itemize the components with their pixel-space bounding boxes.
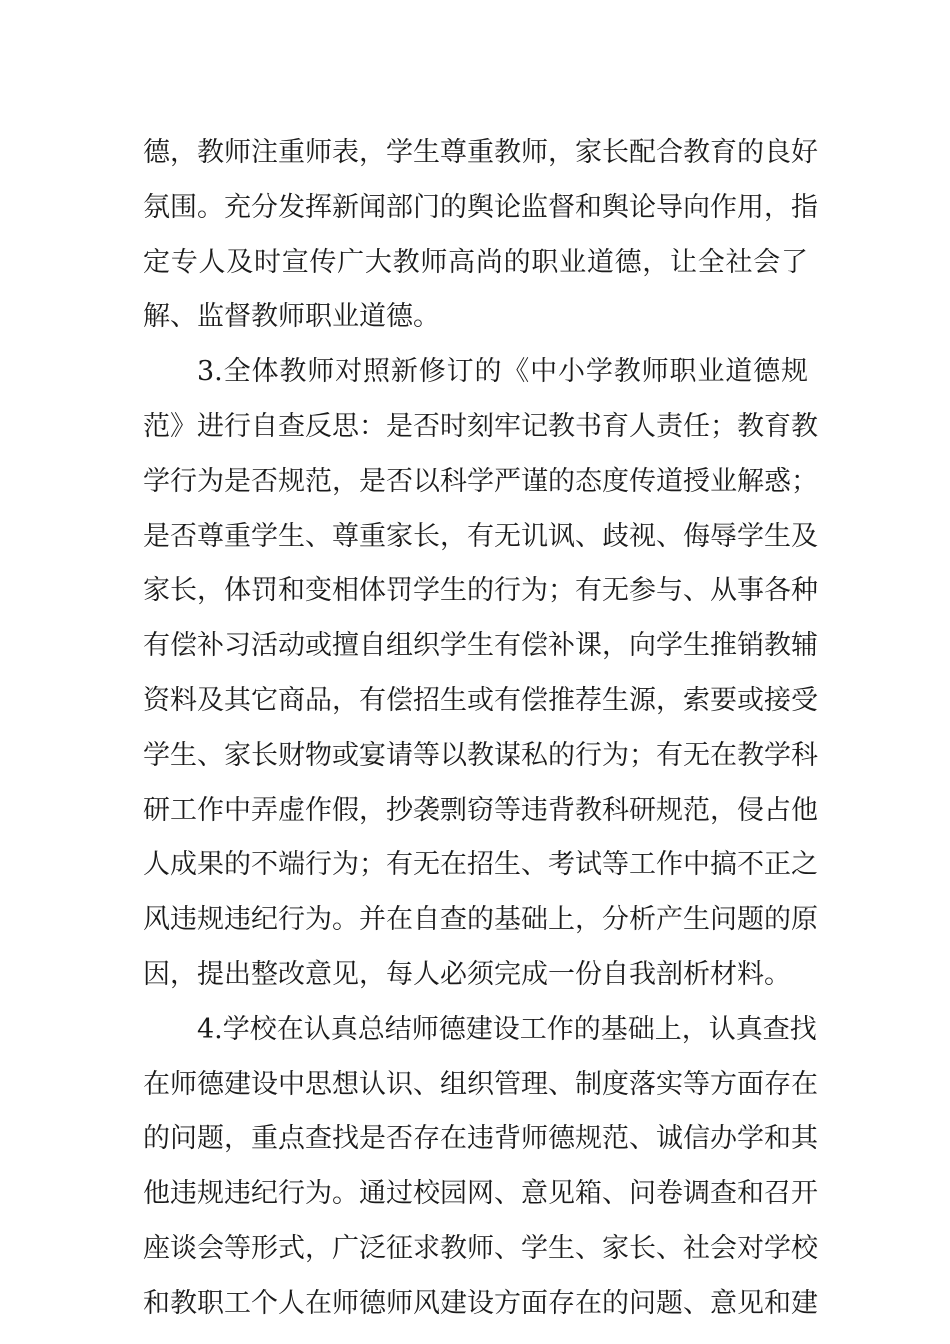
- text-line: 在师德建设中思想认识、组织管理、制度落实等方面存在: [143, 1068, 818, 1100]
- text-line: 4.学校在认真总结师德建设工作的基础上，认真查找: [197, 1013, 817, 1045]
- text-line: 学生、家长财物或宴请等以教谋私的行为；有无在教学科: [143, 739, 818, 771]
- text-line: 3.全体教师对照新修订的《中小学教师职业道德规: [197, 356, 808, 388]
- text-line: 研工作中弄虚作假，抄袭剽窃等违背教科研规范，侵占他: [143, 794, 818, 826]
- text-line: 范》进行自查反思：是否时刻牢记教书育人责任；教育教: [143, 410, 818, 442]
- text-line: 他违规违纪行为。通过校园网、意见箱、问卷调查和召开: [143, 1178, 818, 1210]
- text-line: 风违规违纪行为。并在自查的基础上，分析产生问题的原: [143, 904, 818, 936]
- text-line: 德，教师注重师表，学生尊重教师，家长配合教育的良好: [143, 137, 818, 168]
- text-line: 的问题，重点查找是否存在违背师德规范、诚信办学和其: [143, 1123, 818, 1155]
- text-line: 氛围。充分发挥新闻部门的舆论监督和舆论导向作用，指: [143, 191, 818, 223]
- text-line: 学行为是否规范，是否以科学严谨的态度传道授业解惑；: [143, 465, 818, 497]
- text-line: 和教职工个人在师德师风建设方面存在的问题、意见和建: [143, 1287, 818, 1319]
- text-line: 家长，体罚和变相体罚学生的行为；有无参与、从事各种: [143, 575, 818, 607]
- text-line: 有偿补习活动或擅自组织学生有偿补课，向学生推销教辅: [143, 630, 818, 662]
- text-line: 因，提出整改意见，每人必须完成一份自我剖析材料。: [143, 958, 791, 990]
- text-line: 座谈会等形式，广泛征求教师、学生、家长、社会对学校: [143, 1232, 818, 1264]
- text-line: 定专人及时宣传广大教师高尚的职业道德，让全社会了: [143, 246, 808, 278]
- text-line: 解、监督教师职业道德。: [143, 301, 440, 333]
- text-line: 资料及其它商品，有偿招生或有偿推荐生源，索要或接受: [143, 684, 818, 716]
- text-line: 是否尊重学生、尊重家长，有无讥讽、歧视、侮辱学生及: [143, 520, 818, 552]
- text-line: 人成果的不端行为；有无在招生、考试等工作中搞不正之: [143, 849, 818, 881]
- body-text: [143, 126, 818, 1332]
